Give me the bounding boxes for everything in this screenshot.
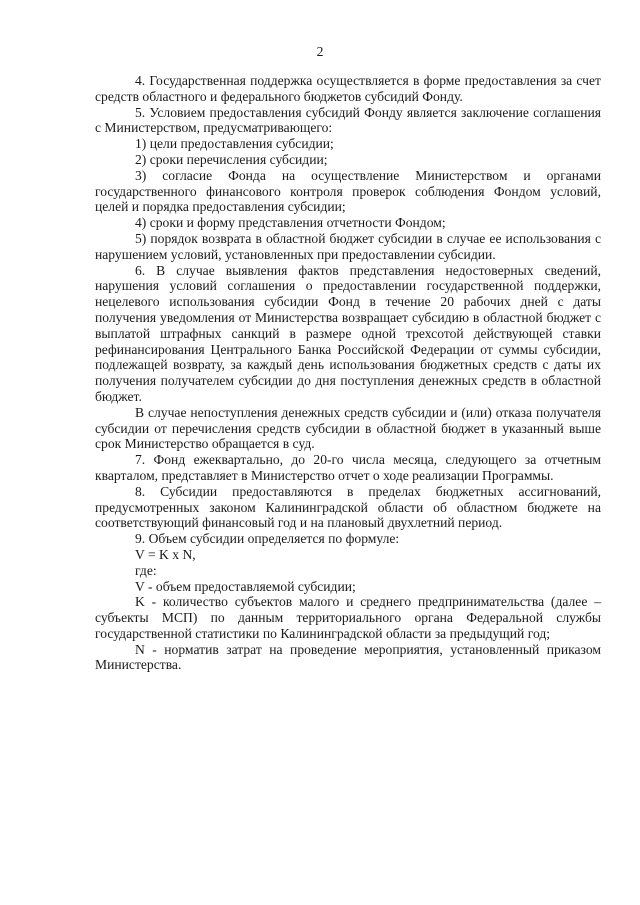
formula: V = K x N, xyxy=(135,546,196,562)
list-item: 1) цели предоставления субсидии; xyxy=(135,136,334,152)
paragraph-item-4: 4. Государственная поддержка осуществляется в форме предоставления за счет средств областного и федерального бюджетов субсидий Фонду. xyxy=(95,73,601,104)
list-item: 3) согласие Фонда на осуществление Министерством и органами государственного финансового контроля проверок соблюдения Фондом условий, целей и порядка предоставления субсидии; xyxy=(95,167,601,215)
paragraph-item-5: 5. Условием предоставления субсидий Фонду является заключение соглашения с Министерством, предусматривающего: xyxy=(95,104,601,136)
formula-where: где: xyxy=(135,562,157,578)
formula-definition-n: N - норматив затрат на проведение мероприятия, установленный приказом Министерства. xyxy=(95,641,601,673)
paragraph-item-9: 9. Объем субсидии определяется по формуле: xyxy=(135,531,400,547)
list-item: 5) порядок возврата в областной бюджет субсидии в случае ее использования с нарушением условий, установленных при предоставлении субсидии. xyxy=(95,230,601,262)
formula-definition-k: K - количество субъектов малого и среднего предпринимательства (далее – субъекты МСП) по данным территориального органа Федеральной службы государственной статистики по Калининградской области за предыдущий год; xyxy=(95,594,601,641)
paragraph-refusal: В случае непоступления денежных средств субсидии и (или) отказа получателя субсидии от перечисления средств субсидии в областной бюджет в указанный выше срок Министерство обращается в суд. xyxy=(95,404,601,452)
list-item: 4) сроки и форму представления отчетности Фондом; xyxy=(135,215,446,231)
paragraph-item-6: 6. В случае выявления фактов представления недостоверных сведений, нарушения условий соглашения о предоставлении государственной поддержки, нецелевого использования субсидии Фонд в течение 20 рабочих дней с даты получения уведомления от Министерства возвращает субсидию в областной бюджет с выплатой штрафных санкций в размере одной трехсотой действующей ставки рефинансирования Центрального Банка Российской Федерации от суммы субсидии, подлежащей возврату, за каждый день использования бюджетных средств с даты их получения получателем субсидии до дня поступления денежных средств в областной бюджет. xyxy=(95,262,601,404)
paragraph-item-7: 7. Фонд ежеквартально, до 20-го числа месяца, следующего за отчетным кварталом, представляет в Министерство отчет о ходе реализации Программы. xyxy=(95,452,601,483)
list-item: 2) сроки перечисления субсидии; xyxy=(135,151,328,167)
formula-definition-v: V - объем предоставляемой субсидии; xyxy=(135,578,356,594)
document-body xyxy=(95,73,601,673)
paragraph-item-8: 8. Субсидии предоставляются в пределах бюджетных ассигнований, предусмотренных законом Калининградской области об областном бюджете на соответствующий финансовый год и на плановый двухлетний период. xyxy=(95,483,601,531)
page-number: 2 xyxy=(316,44,324,59)
